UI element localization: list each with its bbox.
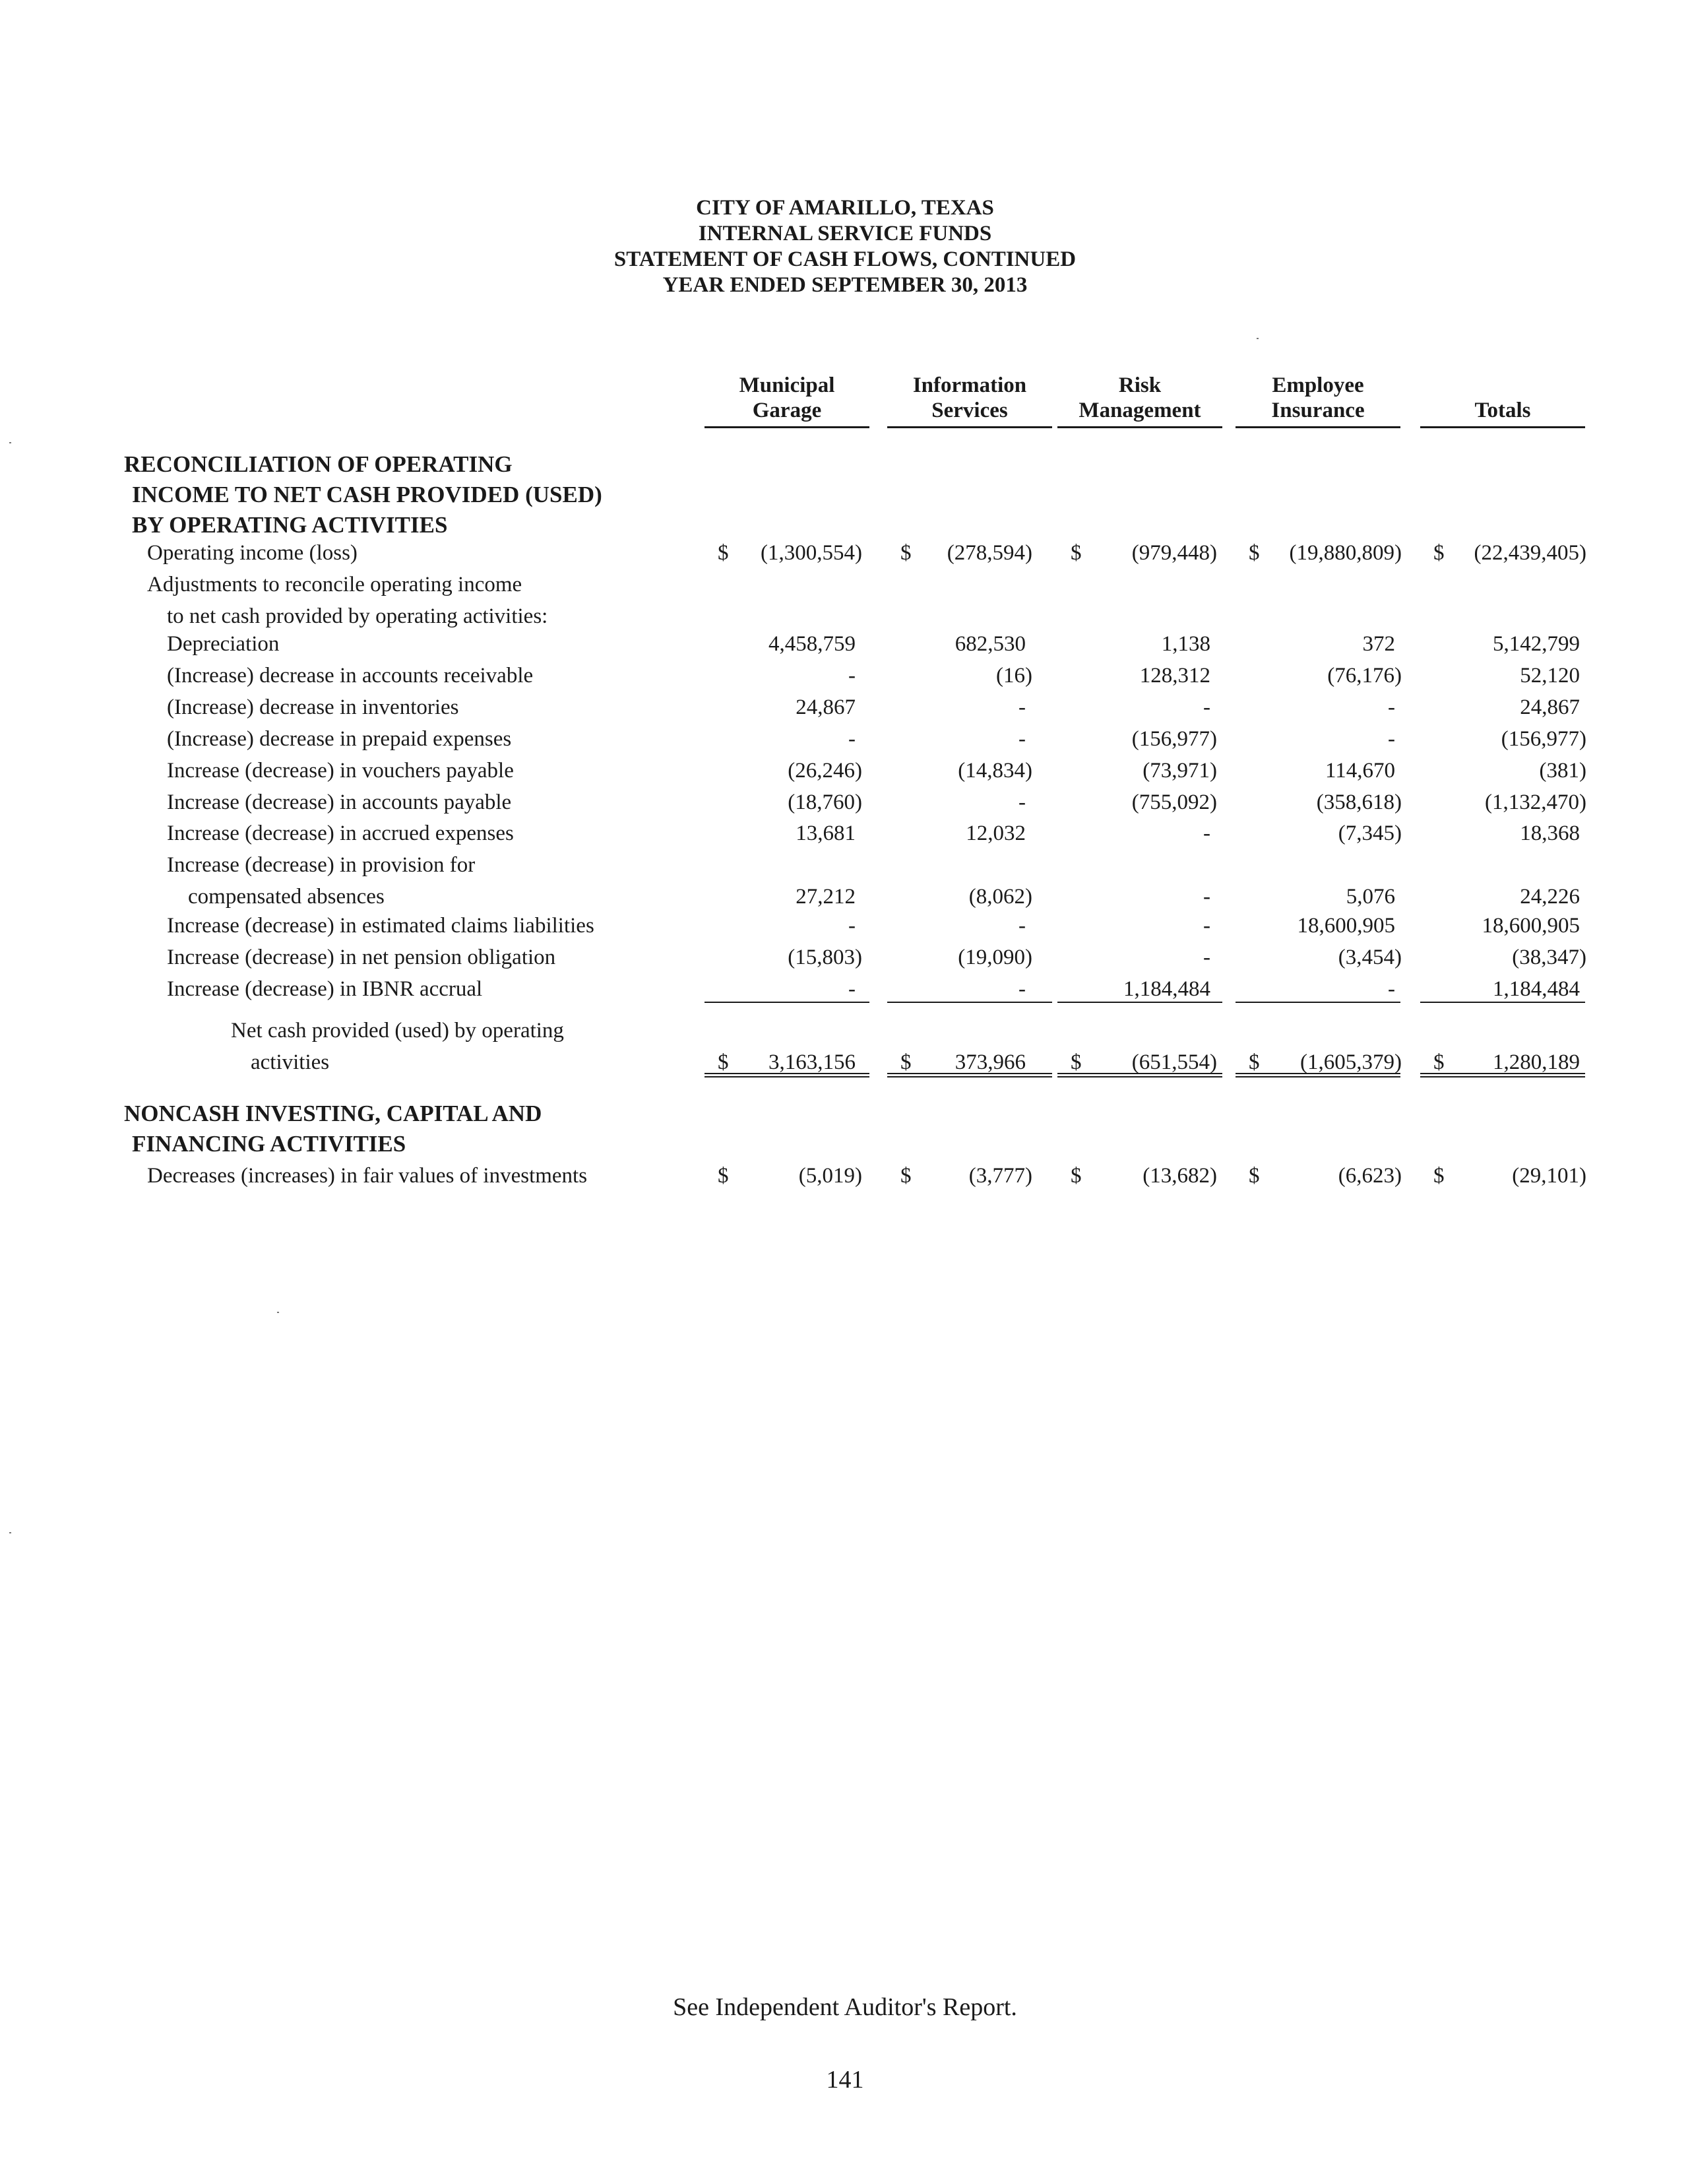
value-cell: (19,090) bbox=[958, 946, 1032, 969]
page-number: 141 bbox=[826, 2066, 864, 2094]
currency-symbol: $ bbox=[900, 541, 912, 565]
value-cell: - bbox=[1388, 695, 1395, 719]
value-cell: - bbox=[1018, 727, 1026, 751]
value-cell: 18,600,905 bbox=[1297, 914, 1395, 938]
column-header-line: Information bbox=[912, 373, 1027, 397]
currency-symbol: $ bbox=[718, 1164, 729, 1188]
scan-speck bbox=[9, 442, 11, 443]
currency-symbol: $ bbox=[1249, 541, 1260, 565]
value-cell: - bbox=[1203, 695, 1210, 719]
column-header-municipal-garage bbox=[704, 373, 869, 423]
value-cell: - bbox=[1018, 790, 1026, 814]
value-cell: (3,454) bbox=[1338, 946, 1402, 969]
statement-header bbox=[0, 195, 1690, 298]
column-header-line bbox=[1420, 373, 1585, 398]
currency-symbol: $ bbox=[1433, 1164, 1445, 1188]
row-label-accrued-expenses: Increase (decrease) in accrued expenses bbox=[167, 821, 514, 845]
value-cell: - bbox=[1203, 914, 1210, 938]
column-rule bbox=[1057, 426, 1222, 428]
row-label-adjustments: Adjustments to reconcile operating income bbox=[147, 573, 522, 596]
total-cell: (651,554) bbox=[1131, 1050, 1217, 1074]
value-cell: (358,618) bbox=[1316, 790, 1402, 814]
value-cell: 4,458,759 bbox=[768, 632, 856, 656]
value-cell: 1,138 bbox=[1161, 632, 1210, 656]
section-heading-line: INCOME TO NET CASH PROVIDED (USED) bbox=[132, 482, 602, 507]
value-cell: (156,977) bbox=[1501, 727, 1586, 751]
value-cell: 52,120 bbox=[1520, 664, 1580, 688]
row-label-net-cash-activities: activities bbox=[251, 1050, 330, 1074]
fund-type: INTERNAL SERVICE FUNDS bbox=[698, 222, 992, 245]
value-cell: (15,803) bbox=[788, 946, 862, 969]
currency-symbol: $ bbox=[1071, 1164, 1082, 1188]
value-cell: (38,347) bbox=[1512, 946, 1586, 969]
total-cell: 373,966 bbox=[955, 1050, 1026, 1074]
row-label-operating-income: Operating income (loss) bbox=[147, 541, 358, 565]
row-label-estimated-claims: Increase (decrease) in estimated claims liabilities bbox=[167, 914, 594, 938]
value-cell: (14,834) bbox=[958, 759, 1032, 783]
value-cell: 24,226 bbox=[1520, 885, 1580, 909]
value-cell: - bbox=[1388, 727, 1395, 751]
value-cell: (7,345) bbox=[1338, 821, 1402, 845]
value-cell: - bbox=[1203, 821, 1210, 845]
column-header-line: Totals bbox=[1474, 399, 1531, 422]
value-cell: - bbox=[848, 664, 856, 688]
entity-name: CITY OF AMARILLO, TEXAS bbox=[696, 196, 994, 220]
value-cell: (18,760) bbox=[788, 790, 862, 814]
value-cell: (5,019) bbox=[798, 1164, 862, 1188]
value-cell: (1,300,554) bbox=[761, 541, 862, 565]
currency-symbol: $ bbox=[1249, 1050, 1260, 1074]
row-label-accounts-payable: Increase (decrease) in accounts payable bbox=[167, 790, 512, 814]
row-label-ibnr-accrual: Increase (decrease) in IBNR accrual bbox=[167, 977, 483, 1001]
subtotal-rule bbox=[1057, 1002, 1222, 1003]
value-cell: 1,184,484 bbox=[1493, 977, 1580, 1001]
scan-speck bbox=[277, 1312, 279, 1313]
value-cell: 18,368 bbox=[1520, 821, 1580, 845]
value-cell: (979,448) bbox=[1131, 541, 1217, 565]
column-header-line: Management bbox=[1079, 399, 1201, 422]
total-double-rule bbox=[1057, 1073, 1222, 1077]
column-header-line: Services bbox=[931, 399, 1008, 422]
value-cell: 24,867 bbox=[1520, 695, 1580, 719]
total-double-rule bbox=[887, 1073, 1052, 1077]
column-header-employee-insurance bbox=[1236, 373, 1400, 423]
value-cell: - bbox=[1018, 914, 1026, 938]
value-cell: 682,530 bbox=[955, 632, 1026, 656]
value-cell: 128,312 bbox=[1139, 664, 1210, 688]
subtotal-rule bbox=[1420, 1002, 1585, 1003]
total-cell: 1,280,189 bbox=[1493, 1050, 1580, 1074]
value-cell: - bbox=[848, 914, 856, 938]
column-header-line: Employee bbox=[1272, 373, 1364, 397]
value-cell: - bbox=[1203, 946, 1210, 969]
scan-speck bbox=[1257, 338, 1259, 339]
row-label-inventories: (Increase) decrease in inventories bbox=[167, 695, 459, 719]
value-cell: (76,176) bbox=[1327, 664, 1402, 688]
column-header-line: Insurance bbox=[1271, 399, 1365, 422]
row-label-accounts-receivable: (Increase) decrease in accounts receivable bbox=[167, 664, 534, 688]
subtotal-rule bbox=[1236, 1002, 1400, 1003]
value-cell: - bbox=[1018, 695, 1026, 719]
currency-symbol: $ bbox=[1071, 1050, 1082, 1074]
row-label-compensated-absences: compensated absences bbox=[188, 885, 385, 909]
value-cell: (26,246) bbox=[788, 759, 862, 783]
value-cell: 372 bbox=[1362, 632, 1395, 656]
currency-symbol: $ bbox=[1071, 541, 1082, 565]
value-cell: - bbox=[848, 977, 856, 1001]
value-cell: - bbox=[1388, 977, 1395, 1001]
value-cell: - bbox=[848, 727, 856, 751]
currency-symbol: $ bbox=[1433, 1050, 1445, 1074]
column-header-totals bbox=[1420, 373, 1585, 423]
column-rule bbox=[1420, 426, 1585, 428]
value-cell: 5,142,799 bbox=[1493, 632, 1580, 656]
section-heading-line: BY OPERATING ACTIVITIES bbox=[132, 512, 448, 538]
value-cell: 27,212 bbox=[796, 885, 856, 909]
currency-symbol: $ bbox=[1249, 1164, 1260, 1188]
currency-symbol: $ bbox=[900, 1050, 912, 1074]
value-cell: (3,777) bbox=[968, 1164, 1032, 1188]
section-heading-noncash bbox=[124, 1099, 542, 1159]
column-header-information-services bbox=[887, 373, 1052, 423]
value-cell: (19,880,809) bbox=[1289, 541, 1402, 565]
period: YEAR ENDED SEPTEMBER 30, 2013 bbox=[662, 273, 1028, 297]
value-cell: (73,971) bbox=[1142, 759, 1217, 783]
total-double-rule bbox=[704, 1073, 869, 1077]
row-label-prepaid-expenses: (Increase) decrease in prepaid expenses bbox=[167, 727, 512, 751]
value-cell: - bbox=[1203, 885, 1210, 909]
value-cell: 18,600,905 bbox=[1482, 914, 1580, 938]
section-heading-line: RECONCILIATION OF OPERATING bbox=[124, 451, 513, 477]
currency-symbol: $ bbox=[900, 1164, 912, 1188]
value-cell: (16) bbox=[996, 664, 1032, 688]
row-label-net-cash: Net cash provided (used) by operating bbox=[231, 1019, 564, 1043]
value-cell: (8,062) bbox=[968, 885, 1032, 909]
value-cell: (6,623) bbox=[1338, 1164, 1402, 1188]
subtotal-rule bbox=[887, 1002, 1052, 1003]
row-label-net-pension: Increase (decrease) in net pension obligation bbox=[167, 946, 556, 969]
section-heading-line: FINANCING ACTIVITIES bbox=[132, 1131, 406, 1157]
total-cell: (1,605,379) bbox=[1300, 1050, 1402, 1074]
section-heading-reconciliation bbox=[124, 449, 602, 540]
value-cell: (156,977) bbox=[1131, 727, 1217, 751]
column-header-risk-management bbox=[1057, 373, 1222, 423]
column-header-line: Risk bbox=[1118, 373, 1162, 397]
value-cell: 12,032 bbox=[966, 821, 1026, 845]
value-cell: (13,682) bbox=[1142, 1164, 1217, 1188]
column-rule bbox=[704, 426, 869, 428]
value-cell: (22,439,405) bbox=[1474, 541, 1586, 565]
value-cell: (1,132,470) bbox=[1485, 790, 1586, 814]
currency-symbol: $ bbox=[718, 541, 729, 565]
column-header-line: Garage bbox=[752, 399, 822, 422]
column-rule bbox=[887, 426, 1052, 428]
value-cell: (29,101) bbox=[1512, 1164, 1586, 1188]
column-header-line: Municipal bbox=[739, 373, 835, 397]
row-label-fair-values: Decreases (increases) in fair values of investments bbox=[147, 1164, 588, 1188]
total-cell: 3,163,156 bbox=[768, 1050, 856, 1074]
value-cell: (381) bbox=[1539, 759, 1586, 783]
scan-speck bbox=[9, 1532, 11, 1533]
currency-symbol: $ bbox=[718, 1050, 729, 1074]
section-heading-line: NONCASH INVESTING, CAPITAL AND bbox=[124, 1101, 542, 1126]
value-cell: 5,076 bbox=[1346, 885, 1395, 909]
value-cell: (755,092) bbox=[1131, 790, 1217, 814]
value-cell: - bbox=[1018, 977, 1026, 1001]
value-cell: 1,184,484 bbox=[1123, 977, 1210, 1001]
value-cell: 24,867 bbox=[796, 695, 856, 719]
currency-symbol: $ bbox=[1433, 541, 1445, 565]
row-label-vouchers-payable: Increase (decrease) in vouchers payable bbox=[167, 759, 514, 783]
value-cell: 114,670 bbox=[1325, 759, 1395, 783]
column-rule bbox=[1236, 426, 1400, 428]
statement-title: STATEMENT OF CASH FLOWS, CONTINUED bbox=[613, 247, 1077, 271]
row-label-provision: Increase (decrease) in provision for bbox=[167, 853, 476, 877]
row-label-adjustments-cont: to net cash provided by operating activities: bbox=[167, 604, 548, 628]
value-cell: (278,594) bbox=[947, 541, 1032, 565]
total-double-rule bbox=[1236, 1073, 1400, 1077]
value-cell: 13,681 bbox=[796, 821, 856, 845]
auditor-note: See Independent Auditor's Report. bbox=[673, 1993, 1017, 2021]
total-double-rule bbox=[1420, 1073, 1585, 1077]
row-label-depreciation: Depreciation bbox=[167, 632, 280, 656]
subtotal-rule bbox=[704, 1002, 869, 1003]
